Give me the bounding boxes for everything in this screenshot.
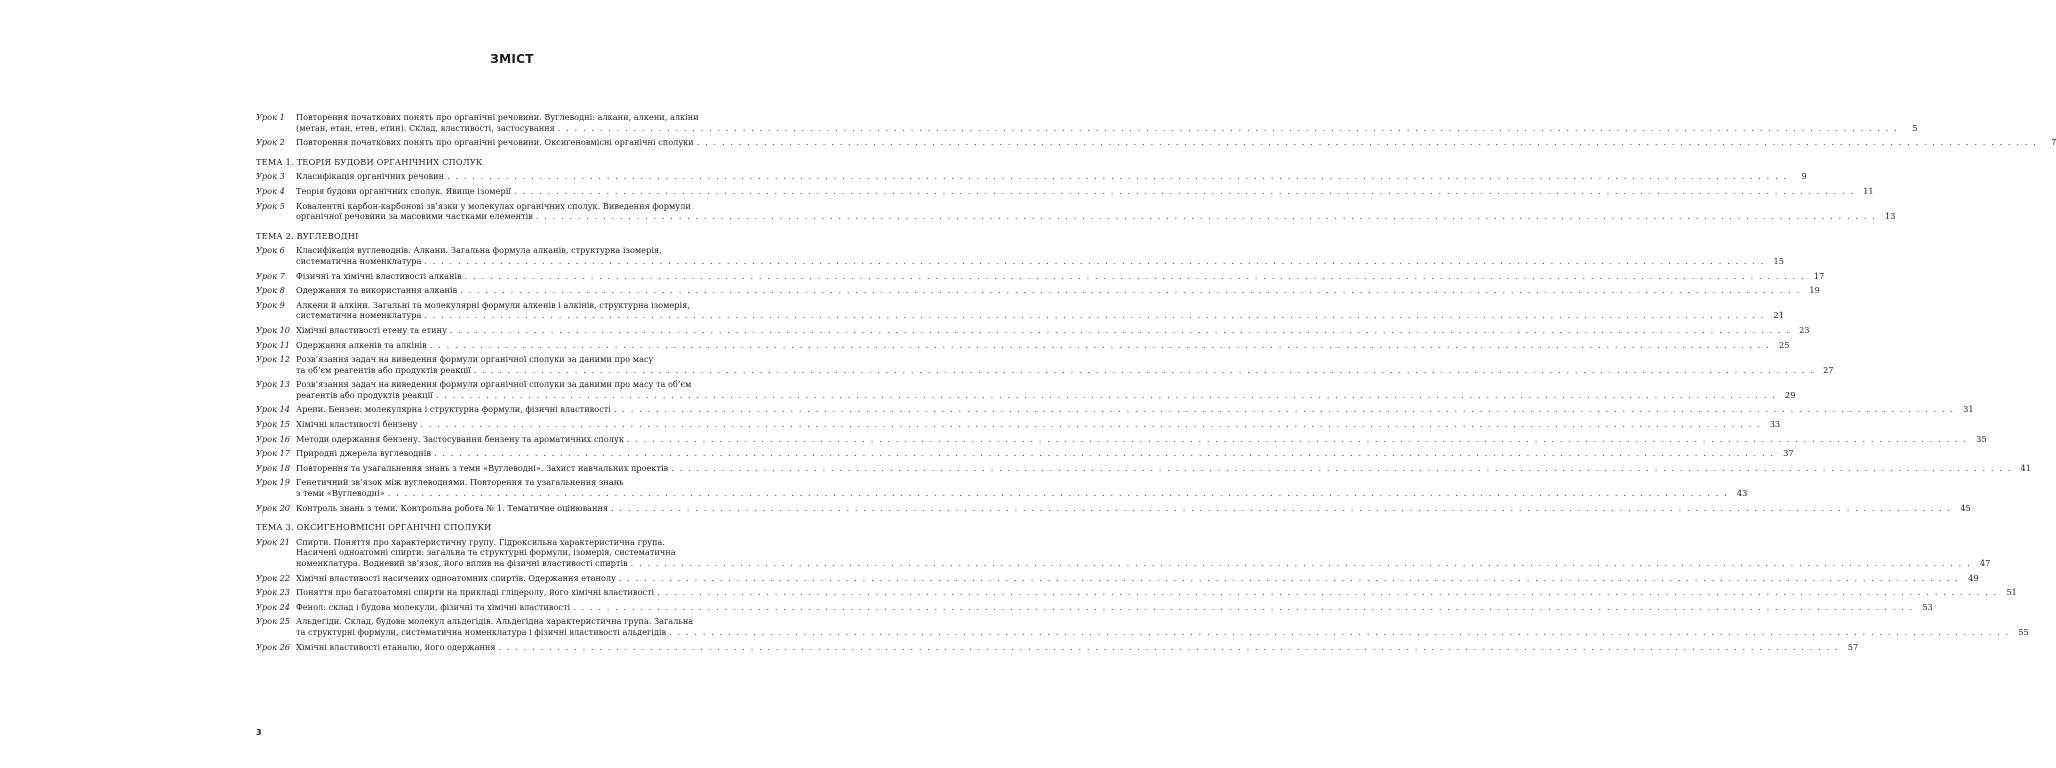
lesson-title-line: Генетичний зв’язок між вуглеводнями. Повторення та узагальнення знань xyxy=(296,477,624,488)
lesson-title-line: Арени. Бензен: молекулярна і структурна формули, фізичні властивості xyxy=(296,404,611,415)
lesson-title-line: Методи одержання бензену. Застосування бензену та ароматичних сполук xyxy=(296,433,624,444)
lesson-label: Урок 20 xyxy=(256,502,290,513)
lesson-title-last-line xyxy=(296,488,1748,499)
lesson-title-line: Контроль знань з теми. Контрольна робота № 1. Тематичне оцінювання xyxy=(296,502,609,513)
lesson-title-line: органічної речовини за масовими частками елементів xyxy=(296,211,533,222)
lesson-body xyxy=(296,270,1825,282)
toc-entry xyxy=(256,299,1784,321)
page-ref: 45 xyxy=(1960,502,1971,513)
toc-entry xyxy=(256,185,1874,197)
lesson-title-line: Хімічні властивості етену та етину xyxy=(296,324,447,335)
lesson-body xyxy=(296,433,1987,445)
lesson-body xyxy=(296,404,1974,415)
dot-leader: . . . . . . . . . . . . . . . . . . . . . . . . . . . . . . . . . . . . . . . . . . . . . . . . . . . . . . . . . . . . . . . . . . . . . . . . . . . . . . . . . . . . . . . . . . . . . . . . . . . . . . . . . . . . . . . . . . . . . . . . . . . . . . . . . . . . . . . . . . . . . . . . . . . . . . . . . . . . . . . . xyxy=(464,270,1806,281)
lesson-label: Урок 21 xyxy=(256,536,290,547)
lesson-label: Урок 12 xyxy=(256,354,290,365)
lesson-title-line: систематична номенклатура xyxy=(296,255,422,266)
lesson-title-last-line xyxy=(296,310,1784,321)
lesson-title-line: Ковалентні карбон-карбонові зв’язки у молекулах органічних сполук. Виведення формули xyxy=(296,200,691,211)
dot-leader: . . . . . . . . . . . . . . . . . . . . . . . . . . . . . . . . . . . . . . . . . . . . . . . . . . . . . . . . . . . . . . . . . . . . . . . . . . . . . . . . . . . . . . . . . . . . . . . . . . . . . . . . . . . . . . . . . . . . . . . . . . . . . . . . . . . . . . . . . . . . . . . . . . . . . . . . . . . . . . . . xyxy=(626,433,1968,444)
toc-entry xyxy=(256,404,1974,415)
lesson-title-line: Одержання та використання алканів xyxy=(296,285,458,296)
lesson-body xyxy=(296,354,1834,375)
dot-leader: . . . . . . . . . . . . . . . . . . . . . . . . . . . . . . . . . . . . . . . . . . . . . . . . . . . . . . . . . . . . . . . . . . . . . . . . . . . . . . . . . . . . . . . . . . . . . . . . . . . . . . . . . . . . . . . . . . . . . . . . . . . . . . . . . . . . . . . . . . . . . . . . . . . . . . . . . . . . . . . . xyxy=(498,641,1840,652)
lesson-title-line: Розв’язання задач на виведення формули органічної сполуки за даними про масу та об’єм xyxy=(296,379,692,390)
lesson-body xyxy=(296,185,1874,197)
lesson-body xyxy=(296,572,1979,584)
lesson-label: Урок 3 xyxy=(256,171,285,182)
table-of-contents xyxy=(256,112,2056,656)
toc-entry xyxy=(256,477,1748,499)
lesson-title-line: та об’єм реагентів або продуктів реакції xyxy=(296,364,471,375)
page-ref: 53 xyxy=(1922,601,1933,612)
lesson-title-last-line xyxy=(296,255,1784,267)
page-ref: 49 xyxy=(1968,572,1979,583)
lesson-label: Урок 5 xyxy=(256,200,285,211)
toc-entry xyxy=(256,502,1971,514)
lesson-title-line: Насичені одноатомні спирти: загальна та структурні формули, ізомерія, систематична xyxy=(296,547,676,558)
lesson-title-line: Повторення початкових понять про органічні речовини. Вуглеводні: алкани, алкени, алкіни xyxy=(296,112,699,122)
lesson-title-last-line xyxy=(296,448,1794,459)
dot-leader: . . . . . . . . . . . . . . . . . . . . . . . . . . . . . . . . . . . . . . . . . . . . . . . . . . . . . . . . . . . . . . . . . . . . . . . . . . . . . . . . . . . . . . . . . . . . . . . . . . . . . . . . . . . . . . . . . . . . . . . . . . . . . . . . . . . . . . . . . . . . . . . . . . . . . . . . . . . . . . . . xyxy=(513,185,1855,196)
lesson-body xyxy=(296,324,1810,336)
lesson-label: Урок 8 xyxy=(256,285,285,296)
lesson-title-last-line xyxy=(296,389,1796,401)
lesson-label: Урок 1 xyxy=(256,112,285,122)
page-ref: 27 xyxy=(1823,364,1834,375)
page-ref: 25 xyxy=(1779,339,1790,350)
toc-entry xyxy=(256,433,1987,445)
lesson-title-line: Класифікація вуглеводнів. Алкани. Загальна формула алканів, структурна ізомерія, xyxy=(296,245,662,256)
lesson-title-line: Спирти. Поняття про характеристичну групу. Гідроксильна характеристична група. xyxy=(296,536,665,547)
lesson-title-line: Хімічні властивості насичених одноатомних спиртів. Одержання етанолу xyxy=(296,572,616,583)
toc-entry xyxy=(256,462,2031,474)
section-heading: ТЕМА 2. ВУГЛЕВОДНІ xyxy=(256,230,359,241)
dot-leader: . . . . . . . . . . . . . . . . . . . . . . . . . . . . . . . . . . . . . . . . . . . . . . . . . . . . . . . . . . . . . . . . . . . . . . . . . . . . . . . . . . . . . . . . . . . . . . . . . . . . . . . . . . . . . . . . . . . . . . . . . . . . . . . . . . . . . . . . . . . . . . . . . . . . . . . . . . . . . . . . xyxy=(429,339,1771,350)
dot-leader: . . . . . . . . . . . . . . . . . . . . . . . . . . . . . . . . . . . . . . . . . . . . . . . . . . . . . . . . . . . . . . . . . . . . . . . . . . . . . . . . . . . . . . . . . . . . . . . . . . . . . . . . . . . . . . . . . . . . . . . . . . . . . . . . . . . . . . . . . . . . . . . . . . . . . . . . . . . . . . . . xyxy=(535,211,1877,222)
toc-entry xyxy=(256,324,1810,336)
lesson-title-last-line xyxy=(296,572,1979,584)
lesson-title-last-line xyxy=(296,364,1834,376)
dot-leader: . . . . . . . . . . . . . . . . . . . . . . . . . . . . . . . . . . . . . . . . . . . . . . . . . . . . . . . . . . . . . . . . . . . . . . . . . . . . . . . . . . . . . . . . . . . . . . . . . . . . . . . . . . . . . . . . . . . . . . . . . . . . . . . . . . . . . . . . . . . . . . . . . . . . . . . . . . . . . . . . xyxy=(611,502,1952,513)
lesson-title-last-line xyxy=(296,626,2029,638)
page-title: ЗМІСТ xyxy=(490,52,534,66)
dot-leader: . . . . . . . . . . . . . . . . . . . . . . . . . . . . . . . . . . . . . . . . . . . . . . . . . . . . . . . . . . . . . . . . . . . . . . . . . . . . . . . . . . . . . . . . . . . . . . . . . . . . . . . . . . . . . . . . . . . . . . . . . . . . . . . . . . . . . . . . . . . . . . . . . . . . . . . . . . . . . . . . xyxy=(669,626,2010,637)
toc-entry xyxy=(256,587,2017,598)
dot-leader: . . . . . . . . . . . . . . . . . . . . . . . . . . . . . . . . . . . . . . . . . . . . . . . . . . . . . . . . . . . . . . . . . . . . . . . . . . . . . . . . . . . . . . . . . . . . . . . . . . . . . . . . . . . . . . . . . . . . . . . . . . . . . . . . . . . . . . . . . . . . . . . . . . . . . . . . . . . . . . . . xyxy=(613,404,1955,415)
page-ref: 51 xyxy=(2006,587,2017,598)
lesson-title-line: (метан, етан, етен, етин). Склад, властивості, застосування xyxy=(296,122,555,133)
lesson-body xyxy=(296,379,1796,400)
lesson-body xyxy=(296,200,1896,222)
lesson-label: Урок 4 xyxy=(256,185,285,196)
lesson-title-line: Розв’язання задач на виведення формули органічної сполуки за даними про масу xyxy=(296,354,654,365)
dot-leader: . . . . . . . . . . . . . . . . . . . . . . . . . . . . . . . . . . . . . . . . . . . . . . . . . . . . . . . . . . . . . . . . . . . . . . . . . . . . . . . . . . . . . . . . . . . . . . . . . . . . . . . . . . . . . . . . . . . . . . . . . . . . . . . . . . . . . . . . . . . . . . . . . . . . . . . . . . . . . . . . xyxy=(420,419,1762,430)
dot-leader: . . . . . . . . . . . . . . . . . . . . . . . . . . . . . . . . . . . . . . . . . . . . . . . . . . . . . . . . . . . . . . . . . . . . . . . . . . . . . . . . . . . . . . . . . . . . . . . . . . . . . . . . . . . . . . . . . . . . . . . . . . . . . . . . . . . . . . . . . . . . . . . . . . . . . . . . . . . . . . . . xyxy=(449,324,1791,335)
lesson-title-last-line xyxy=(296,404,1974,415)
lesson-body xyxy=(296,448,1794,459)
lesson-body xyxy=(296,245,1784,266)
dot-leader: . . . . . . . . . . . . . . . . . . . . . . . . . . . . . . . . . . . . . . . . . . . . . . . . . . . . . . . . . . . . . . . . . . . . . . . . . . . . . . . . . . . . . . . . . . . . . . . . . . . . . . . . . . . . . . . . . . . . . . . . . . . . . . . . . . . . . . . . . . . . . . . . . . . . . . . . . . . . . . . . xyxy=(657,587,1998,598)
lesson-title-line: Альдегіди. Склад, будова молекул альдегідів. Альдегідна характеристична група. Загальна xyxy=(296,616,694,627)
lesson-body xyxy=(296,285,1820,296)
lesson-title-last-line xyxy=(296,558,1991,569)
dot-leader: . . . . . . . . . . . . . . . . . . . . . . . . . . . . . . . . . . . . . . . . . . . . . . . . . . . . . . . . . . . . . . . . . . . . . . . . . . . . . . . . . . . . . . . . . . . . . . . . . . . . . . . . . . . . . . . . . . . . . . . . . . . . . . . . . . . . . . . . . . . . . . . . . . . . . . . . . . . . . . . . xyxy=(387,488,1729,499)
dot-leader: . . . . . . . . . . . . . . . . . . . . . . . . . . . . . . . . . . . . . . . . . . . . . . . . . . . . . . . . . . . . . . . . . . . . . . . . . . . . . . . . . . . . . . . . . . . . . . . . . . . . . . . . . . . . . . . . . . . . . . . . . . . . . . . . . . . . . . . . . . . . . . . . . . . . . . . . . . . . . . . . xyxy=(573,601,1914,612)
toc-entry xyxy=(256,137,2056,148)
toc-entry xyxy=(256,448,1794,459)
lesson-label: Урок 22 xyxy=(256,572,290,583)
toc-entry xyxy=(256,379,1796,400)
lesson-label: Урок 26 xyxy=(256,641,290,652)
lesson-title-last-line xyxy=(296,641,1859,653)
lesson-title-line: Фізичні та хімічні властивості алканів xyxy=(296,270,462,281)
page-number: 3 xyxy=(256,728,262,737)
lesson-title-line: систематична номенклатура xyxy=(296,310,422,321)
lesson-title-line: Одержання алкенів та алкінів xyxy=(296,339,427,350)
lesson-title-line: з теми «Вуглеводні» xyxy=(296,488,385,499)
lesson-label: Урок 6 xyxy=(256,245,285,256)
dot-leader: . . . . . . . . . . . . . . . . . . . . . . . . . . . . . . . . . . . . . . . . . . . . . . . . . . . . . . . . . . . . . . . . . . . . . . . . . . . . . . . . . . . . . . . . . . . . . . . . . . . . . . . . . . . . . . . . . . . . . . . . . . . . . . . . . . . . . . . . . . . . . . . . . . . . . . . . . . . . . . . . xyxy=(618,572,1960,583)
page-ref: 33 xyxy=(1769,419,1781,430)
lesson-body xyxy=(296,171,1807,182)
toc-entry xyxy=(256,285,1820,296)
page-ref: 35 xyxy=(1976,433,1987,444)
lesson-label: Урок 24 xyxy=(256,601,290,612)
lesson-title-last-line xyxy=(296,433,1987,445)
lesson-body xyxy=(296,536,1991,569)
lesson-title-last-line xyxy=(296,419,1781,430)
lesson-body xyxy=(296,339,1790,351)
lesson-label: Урок 17 xyxy=(256,448,290,459)
toc-entry xyxy=(256,339,1790,351)
page-ref: 15 xyxy=(1773,255,1784,266)
toc-entry xyxy=(256,200,1896,222)
lesson-title-last-line xyxy=(296,122,1918,134)
toc-entry xyxy=(256,354,1834,375)
lesson-title-line: Поняття про багатоатомні спирти на прикладі гліцеролу, його хімічні властивості xyxy=(296,587,655,598)
lesson-label: Урок 14 xyxy=(256,404,290,415)
page-ref: 9 xyxy=(1801,171,1807,182)
dot-leader: . . . . . . . . . . . . . . . . . . . . . . . . . . . . . . . . . . . . . . . . . . . . . . . . . . . . . . . . . . . . . . . . . . . . . . . . . . . . . . . . . . . . . . . . . . . . . . . . . . . . . . . . . . . . . . . . . . . . . . . . . . . . . . . . . . . . . . . . . . . . . . . . . . . . . . . . . . . . . . . . xyxy=(424,255,1765,266)
lesson-title-line: Повторення початкових понять про органічні речовини. Оксигеновмісні органічні сполуки xyxy=(296,137,694,148)
dot-leader: . . . . . . . . . . . . . . . . . . . . . . . . . . . . . . . . . . . . . . . . . . . . . . . . . . . . . . . . . . . . . . . . . . . . . . . . . . . . . . . . . . . . . . . . . . . . . . . . . . . . . . . . . . . . . . . . . . . . . . . . . . . . . . . . . . . . . . . . . . . . . . . . . . . . . . . . . . . . . . . . xyxy=(435,389,1777,400)
lesson-title-line: реагентів або продуктів реакції xyxy=(296,389,433,400)
page-ref: 37 xyxy=(1783,448,1794,459)
page-ref: 21 xyxy=(1773,310,1784,321)
lesson-title-line: та структурні формули, систематична номенклатура і фізичні властивості альдегідів xyxy=(296,626,667,637)
lesson-title-line: Алкени й алкіни. Загальні та молекулярні формули алкенів і алкінів, структурна ізомерія, xyxy=(296,299,690,310)
page-ref: 29 xyxy=(1785,389,1796,400)
lesson-title-line: Теорія будови органічних сполук. Явище ізомерії xyxy=(296,185,511,196)
page-ref: 47 xyxy=(1979,558,1991,568)
page-ref: 55 xyxy=(2018,626,2029,637)
toc-entry xyxy=(256,616,2029,637)
lesson-body xyxy=(296,502,1971,514)
lesson-body xyxy=(296,299,1784,321)
page-ref: 7 xyxy=(2051,137,2056,148)
toc-entry xyxy=(256,572,1979,584)
lesson-title-line: Класифікація органічних речовин xyxy=(296,171,445,182)
lesson-label: Урок 16 xyxy=(256,433,290,444)
page-ref: 19 xyxy=(1809,285,1820,296)
lesson-title-line: Повторення та узагальнення знань з теми «Вуглеводні». Захист навчальних проектів xyxy=(296,462,669,473)
toc-entry xyxy=(256,270,1825,282)
page-ref: 11 xyxy=(1863,185,1874,196)
lesson-title-line: Хімічні властивості бензену xyxy=(296,419,418,430)
lesson-body xyxy=(296,641,1859,653)
lesson-body xyxy=(296,477,1748,499)
page-ref: 41 xyxy=(2020,462,2031,473)
lesson-label: Урок 11 xyxy=(256,339,290,350)
dot-leader: . . . . . . . . . . . . . . . . . . . . . . . . . . . . . . . . . . . . . . . . . . . . . . . . . . . . . . . . . . . . . . . . . . . . . . . . . . . . . . . . . . . . . . . . . . . . . . . . . . . . . . . . . . . . . . . . . . . . . . . . . . . . . . . . . . . . . . . . . . . . . . . . . . . . . . . . . . . . . . . . xyxy=(671,462,2012,473)
lesson-body xyxy=(296,601,1933,613)
lesson-label: Урок 19 xyxy=(256,477,290,488)
lesson-label: Урок 7 xyxy=(256,270,285,281)
toc-entry xyxy=(256,171,1807,182)
dot-leader: . . . . . . . . . . . . . . . . . . . . . . . . . . . . . . . . . . . . . . . . . . . . . . . . . . . . . . . . . . . . . . . . . . . . . . . . . . . . . . . . . . . . . . . . . . . . . . . . . . . . . . . . . . . . . . . . . . . . . . . . . . . . . . . . . . . . . . . . . . . . . . . . . . . . . . . . . . . . . . . . xyxy=(696,137,2038,148)
lesson-title-line: номенклатура. Водневий зв’язок, його вплив на фізичні властивості спиртів xyxy=(296,558,628,568)
lesson-title-last-line xyxy=(296,285,1820,296)
dot-leader: . . . . . . . . . . . . . . . . . . . . . . . . . . . . . . . . . . . . . . . . . . . . . . . . . . . . . . . . . . . . . . . . . . . . . . . . . . . . . . . . . . . . . . . . . . . . . . . . . . . . . . . . . . . . . . . . . . . . . . . . . . . . . . . . . . . . . . . . . . . . . . . . . . . . . . . . . . . . . . . . xyxy=(630,558,1972,568)
lesson-label: Урок 2 xyxy=(256,137,285,148)
toc-entry xyxy=(256,641,1859,653)
lesson-label: Урок 10 xyxy=(256,324,290,335)
lesson-title-last-line xyxy=(296,137,2056,148)
page-ref: 23 xyxy=(1799,324,1810,335)
page-ref: 31 xyxy=(1963,404,1974,415)
lesson-body xyxy=(296,616,2029,637)
dot-leader: . . . . . . . . . . . . . . . . . . . . . . . . . . . . . . . . . . . . . . . . . . . . . . . . . . . . . . . . . . . . . . . . . . . . . . . . . . . . . . . . . . . . . . . . . . . . . . . . . . . . . . . . . . . . . . . . . . . . . . . . . . . . . . . . . . . . . . . . . . . . . . . . . . . . . . . . . . . . . . . . xyxy=(433,448,1775,459)
lesson-title-last-line xyxy=(296,211,1896,222)
page-ref: 43 xyxy=(1736,488,1748,499)
lesson-title-last-line xyxy=(296,324,1810,336)
section-heading: ТЕМА 3. ОКСИГЕНОВМІСНІ ОРГАНІЧНІ СПОЛУКИ xyxy=(256,522,492,533)
toc-entry xyxy=(256,601,1933,613)
dot-leader: . . . . . . . . . . . . . . . . . . . . . . . . . . . . . . . . . . . . . . . . . . . . . . . . . . . . . . . . . . . . . . . . . . . . . . . . . . . . . . . . . . . . . . . . . . . . . . . . . . . . . . . . . . . . . . . . . . . . . . . . . . . . . . . . . . . . . . . . . . . . . . . . . . . . . . . . . . . . . . . . xyxy=(473,364,1815,375)
lesson-title-line: Хімічні властивості етаналю, його одержання xyxy=(296,641,496,652)
lesson-title-last-line xyxy=(296,339,1790,351)
lesson-title-line: Фенол: склад і будова молекули, фізичні та хімічні властивості xyxy=(296,601,571,612)
lesson-label: Урок 23 xyxy=(256,587,290,598)
dot-leader: . . . . . . . . . . . . . . . . . . . . . . . . . . . . . . . . . . . . . . . . . . . . . . . . . . . . . . . . . . . . . . . . . . . . . . . . . . . . . . . . . . . . . . . . . . . . . . . . . . . . . . . . . . . . . . . . . . . . . . . . . . . . . . . . . . . . . . . . . . . . . . . . . . . . . . . . . . . . . . . . xyxy=(557,122,1899,133)
lesson-label: Урок 13 xyxy=(256,379,290,390)
lesson-title-last-line xyxy=(296,502,1971,514)
lesson-title-line: Природні джерела вуглеводнів xyxy=(296,448,431,459)
lesson-label: Урок 15 xyxy=(256,419,290,430)
section-heading: ТЕМА 1. ТЕОРІЯ БУДОВИ ОРГАНІЧНИХ СПОЛУК xyxy=(256,156,483,167)
toc-entry xyxy=(256,419,1781,430)
page-ref: 17 xyxy=(1813,270,1825,281)
lesson-body xyxy=(296,419,1781,430)
dot-leader: . . . . . . . . . . . . . . . . . . . . . . . . . . . . . . . . . . . . . . . . . . . . . . . . . . . . . . . . . . . . . . . . . . . . . . . . . . . . . . . . . . . . . . . . . . . . . . . . . . . . . . . . . . . . . . . . . . . . . . . . . . . . . . . . . . . . . . . . . . . . . . . . . . . . . . . . . . . . . . . . xyxy=(447,171,1788,182)
page-ref: 5 xyxy=(1912,122,1918,133)
lesson-title-last-line xyxy=(296,270,1825,282)
lesson-label: Урок 9 xyxy=(256,299,285,310)
lesson-body xyxy=(296,112,1918,133)
lesson-title-last-line xyxy=(296,185,1874,197)
lesson-title-last-line xyxy=(296,587,2017,598)
toc-entry xyxy=(256,112,1918,133)
lesson-title-last-line xyxy=(296,171,1807,182)
page-ref: 13 xyxy=(1885,211,1896,222)
lesson-body xyxy=(296,462,2031,474)
toc-entry xyxy=(256,245,1784,266)
lesson-title-last-line xyxy=(296,601,1933,613)
lesson-label: Урок 25 xyxy=(256,616,290,627)
lesson-body xyxy=(296,137,2056,148)
lesson-title-last-line xyxy=(296,462,2031,474)
lesson-label: Урок 18 xyxy=(256,462,290,473)
toc-entry xyxy=(256,536,1991,569)
dot-leader: . . . . . . . . . . . . . . . . . . . . . . . . . . . . . . . . . . . . . . . . . . . . . . . . . . . . . . . . . . . . . . . . . . . . . . . . . . . . . . . . . . . . . . . . . . . . . . . . . . . . . . . . . . . . . . . . . . . . . . . . . . . . . . . . . . . . . . . . . . . . . . . . . . . . . . . . . . . . . . . . xyxy=(424,310,1765,321)
lesson-body xyxy=(296,587,2017,598)
page-ref: 57 xyxy=(1847,641,1859,652)
dot-leader: . . . . . . . . . . . . . . . . . . . . . . . . . . . . . . . . . . . . . . . . . . . . . . . . . . . . . . . . . . . . . . . . . . . . . . . . . . . . . . . . . . . . . . . . . . . . . . . . . . . . . . . . . . . . . . . . . . . . . . . . . . . . . . . . . . . . . . . . . . . . . . . . . . . . . . . . . . . . . . . . xyxy=(460,285,1801,296)
